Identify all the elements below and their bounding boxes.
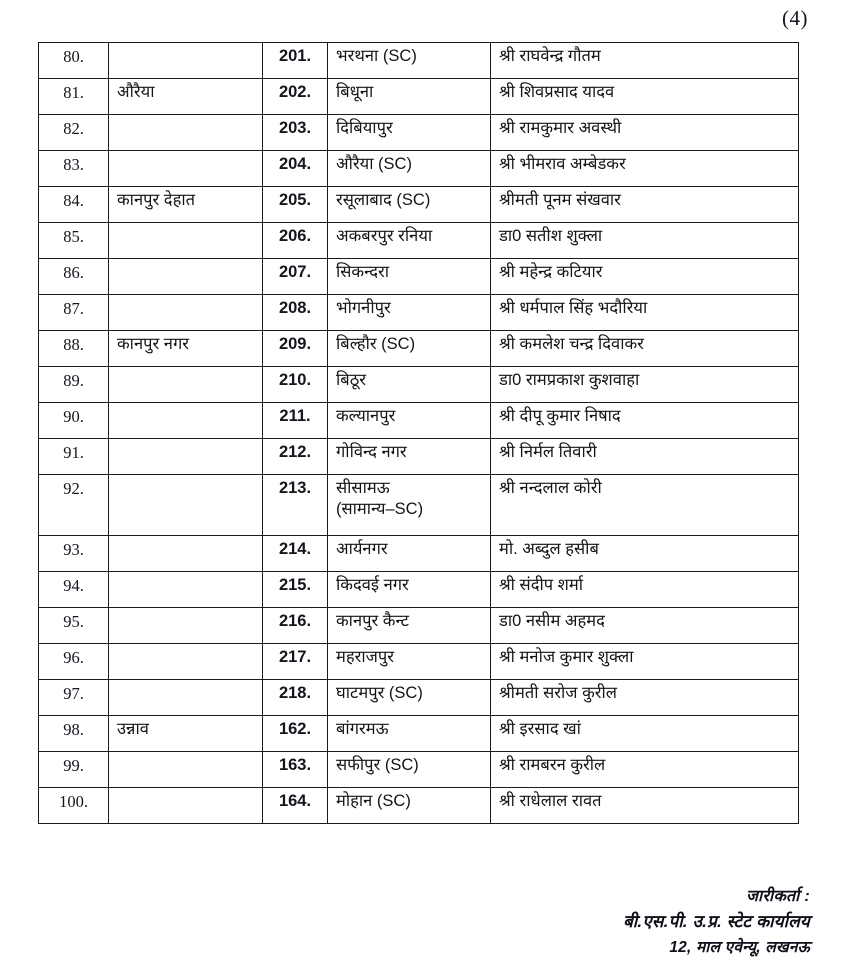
- constituency-name-cell: [328, 752, 491, 788]
- candidate-name-cell: श्री भीमराव अम्बेडकर: [491, 151, 799, 187]
- constituency-name-main: बिधूना: [336, 83, 374, 101]
- serial-number-cell: 99.: [39, 752, 109, 788]
- constituency-name-cell: [328, 403, 491, 439]
- constituency-name-main: कानपुर कैन्ट: [336, 612, 409, 630]
- serial-number-cell: 87.: [39, 295, 109, 331]
- issuing-address: 12, माल एवेन्यू, लखनऊ: [669, 939, 810, 956]
- serial-number-cell: 84.: [39, 187, 109, 223]
- constituency-name-main: भोगनीपुर: [336, 299, 391, 317]
- candidate-name-cell: मो. अब्दुल हसीब: [491, 536, 799, 572]
- issuing-office: बी.एस.पी. उ.प्र. स्टेट कार्यालय: [623, 912, 810, 931]
- constituency-name-main: आर्यनगर: [336, 540, 388, 558]
- constituency-number-cell: 202.: [263, 79, 328, 115]
- serial-number-cell: 83.: [39, 151, 109, 187]
- district-cell: [109, 259, 263, 295]
- candidate-name-cell: श्रीमती सरोज कुरील: [491, 680, 799, 716]
- candidate-name-cell: श्री राघवेन्द्र गौतम: [491, 43, 799, 79]
- serial-number-cell: 98.: [39, 716, 109, 752]
- table-row: [39, 680, 799, 716]
- constituency-name-cell: [328, 572, 491, 608]
- constituency-name-main: भरथना (SC): [336, 47, 417, 65]
- constituency-name-cell: [328, 536, 491, 572]
- constituency-number-cell: 211.: [263, 403, 328, 439]
- candidate-name-cell: श्री रामबरन कुरील: [491, 752, 799, 788]
- district-cell: [109, 223, 263, 259]
- table-row: [39, 644, 799, 680]
- serial-number-cell: 96.: [39, 644, 109, 680]
- table-row: [39, 608, 799, 644]
- constituency-number-cell: 204.: [263, 151, 328, 187]
- constituency-name-cell: [328, 187, 491, 223]
- constituency-name-main: औरैया (SC): [336, 155, 412, 173]
- candidate-name-cell: श्री निर्मल तिवारी: [491, 439, 799, 475]
- district-cell: [109, 439, 263, 475]
- serial-number-cell: 95.: [39, 608, 109, 644]
- district-cell: [109, 115, 263, 151]
- issuer-label: जारीकर्ता :: [746, 888, 810, 905]
- constituency-number-cell: 218.: [263, 680, 328, 716]
- table-row: [39, 151, 799, 187]
- constituency-number-cell: 208.: [263, 295, 328, 331]
- document-footer: [623, 884, 810, 957]
- constituency-name-cell: [328, 295, 491, 331]
- constituency-name-cell: [328, 788, 491, 824]
- constituency-name-cell: [328, 644, 491, 680]
- constituency-name-main: सीसामऊ: [336, 479, 390, 497]
- constituency-name-main: किदवई नगर: [336, 576, 409, 594]
- constituency-number-cell: 207.: [263, 259, 328, 295]
- district-cell: [109, 151, 263, 187]
- constituency-number-cell: 203.: [263, 115, 328, 151]
- constituency-number-cell: 206.: [263, 223, 328, 259]
- constituency-name-main: महराजपुर: [336, 648, 395, 666]
- candidate-name-cell: श्रीमती पूनम संखवार: [491, 187, 799, 223]
- constituency-name-cell: [328, 475, 491, 536]
- constituency-name-cell: [328, 79, 491, 115]
- constituency-name-main: बिठूर: [336, 371, 367, 389]
- constituency-name-main: मोहान (SC): [336, 792, 411, 810]
- serial-number-cell: 90.: [39, 403, 109, 439]
- constituency-name-cell: [328, 608, 491, 644]
- constituency-number-cell: 210.: [263, 367, 328, 403]
- candidate-list-table: [38, 42, 799, 824]
- constituency-number-cell: 214.: [263, 536, 328, 572]
- constituency-name-main: घाटमपुर (SC): [336, 684, 423, 702]
- constituency-name-cell: [328, 439, 491, 475]
- candidate-name-cell: श्री रामकुमार अवस्थी: [491, 115, 799, 151]
- constituency-number-cell: 209.: [263, 331, 328, 367]
- table-row: [39, 788, 799, 824]
- constituency-name-cell: [328, 367, 491, 403]
- table-body: [39, 43, 799, 824]
- serial-number-cell: 82.: [39, 115, 109, 151]
- constituency-number-cell: 217.: [263, 644, 328, 680]
- table-row: [39, 752, 799, 788]
- district-cell: [109, 572, 263, 608]
- district-cell: [109, 367, 263, 403]
- candidate-name-cell: श्री कमलेश चन्द्र दिवाकर: [491, 331, 799, 367]
- constituency-name-cell: [328, 223, 491, 259]
- serial-number-cell: 91.: [39, 439, 109, 475]
- district-cell: [109, 403, 263, 439]
- candidate-name-cell: श्री संदीप शर्मा: [491, 572, 799, 608]
- table-row: [39, 115, 799, 151]
- table-row: [39, 475, 799, 536]
- constituency-number-cell: 164.: [263, 788, 328, 824]
- constituency-number-cell: 162.: [263, 716, 328, 752]
- serial-number-cell: 88.: [39, 331, 109, 367]
- serial-number-cell: 100.: [39, 788, 109, 824]
- candidate-name-cell: श्री शिवप्रसाद यादव: [491, 79, 799, 115]
- table-row: [39, 43, 799, 79]
- candidate-name-cell: डा0 नसीम अहमद: [491, 608, 799, 644]
- table-row: [39, 439, 799, 475]
- constituency-name-cell: [328, 115, 491, 151]
- table-row: [39, 187, 799, 223]
- table-row: [39, 79, 799, 115]
- table-row: [39, 223, 799, 259]
- table-row: [39, 259, 799, 295]
- constituency-name-cell: [328, 680, 491, 716]
- page-number: (4): [782, 6, 808, 30]
- candidate-name-cell: श्री राधेलाल रावत: [491, 788, 799, 824]
- candidate-name-cell: श्री धर्मपाल सिंह भदौरिया: [491, 295, 799, 331]
- district-cell: [109, 644, 263, 680]
- candidate-name-cell: श्री मनोज कुमार शुक्ला: [491, 644, 799, 680]
- serial-number-cell: 80.: [39, 43, 109, 79]
- constituency-name-main: बांगरमऊ: [336, 720, 389, 738]
- candidate-name-cell: श्री दीपू कुमार निषाद: [491, 403, 799, 439]
- constituency-name-sub: (सामान्य–SC): [336, 500, 424, 519]
- serial-number-cell: 85.: [39, 223, 109, 259]
- district-cell: कानपुर देहात: [109, 187, 263, 223]
- table-row: [39, 403, 799, 439]
- constituency-number-cell: 201.: [263, 43, 328, 79]
- table-row: [39, 367, 799, 403]
- table-row: [39, 331, 799, 367]
- constituency-number-cell: 216.: [263, 608, 328, 644]
- constituency-name-cell: [328, 43, 491, 79]
- constituency-number-cell: 215.: [263, 572, 328, 608]
- constituency-name-cell: [328, 151, 491, 187]
- serial-number-cell: 89.: [39, 367, 109, 403]
- constituency-name-main: दिबियापुर: [336, 119, 393, 137]
- constituency-name-main: कल्यानपुर: [336, 407, 396, 425]
- serial-number-cell: 94.: [39, 572, 109, 608]
- candidate-name-cell: श्री इरसाद खां: [491, 716, 799, 752]
- district-cell: [109, 788, 263, 824]
- district-cell: [109, 608, 263, 644]
- candidate-name-cell: डा0 सतीश शुक्ला: [491, 223, 799, 259]
- constituency-number-cell: 212.: [263, 439, 328, 475]
- serial-number-cell: 86.: [39, 259, 109, 295]
- constituency-name-main: सिकन्दरा: [336, 263, 389, 281]
- district-cell: [109, 43, 263, 79]
- district-cell: [109, 475, 263, 536]
- district-cell: [109, 752, 263, 788]
- constituency-name-main: सफीपुर (SC): [336, 756, 419, 774]
- constituency-name-main: रसूलाबाद (SC): [336, 191, 431, 209]
- serial-number-cell: 81.: [39, 79, 109, 115]
- candidate-name-cell: श्री नन्दलाल कोरी: [491, 475, 799, 536]
- candidate-table-container: [38, 42, 798, 824]
- table-row: [39, 536, 799, 572]
- constituency-number-cell: 213.: [263, 475, 328, 536]
- district-cell: उन्नाव: [109, 716, 263, 752]
- district-cell: [109, 680, 263, 716]
- constituency-name-main: बिल्हौर (SC): [336, 335, 416, 353]
- district-cell: [109, 295, 263, 331]
- constituency-name-cell: [328, 716, 491, 752]
- table-row: [39, 295, 799, 331]
- serial-number-cell: 93.: [39, 536, 109, 572]
- district-cell: कानपुर नगर: [109, 331, 263, 367]
- district-cell: औरैया: [109, 79, 263, 115]
- table-row: [39, 572, 799, 608]
- constituency-name-cell: [328, 259, 491, 295]
- serial-number-cell: 97.: [39, 680, 109, 716]
- constituency-name-main: गोविन्द नगर: [336, 443, 407, 461]
- serial-number-cell: 92.: [39, 475, 109, 536]
- constituency-number-cell: 163.: [263, 752, 328, 788]
- table-row: [39, 716, 799, 752]
- constituency-name-main: अकबरपुर रनिया: [336, 227, 433, 245]
- constituency-number-cell: 205.: [263, 187, 328, 223]
- candidate-name-cell: श्री महेन्द्र कटियार: [491, 259, 799, 295]
- constituency-name-cell: [328, 331, 491, 367]
- candidate-name-cell: डा0 रामप्रकाश कुशवाहा: [491, 367, 799, 403]
- district-cell: [109, 536, 263, 572]
